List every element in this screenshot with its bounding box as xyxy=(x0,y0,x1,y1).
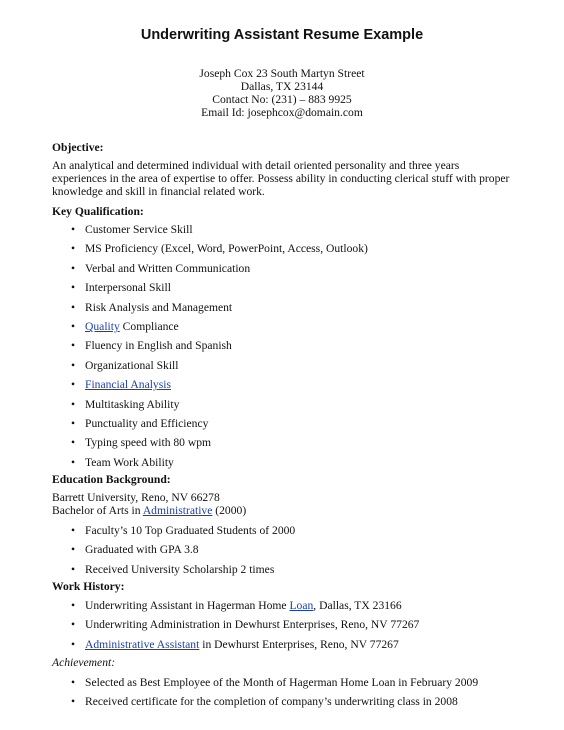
qualification-item-text: Punctuality and Efficiency xyxy=(85,417,209,430)
bullet-icon: • xyxy=(71,242,76,256)
qualification-item-link[interactable]: Financial Analysis xyxy=(85,378,171,392)
qualification-item-text: Team Work Ability xyxy=(85,455,174,469)
bullet-icon: • xyxy=(71,695,76,709)
education-heading: Education Background: xyxy=(52,473,171,486)
qualification-item xyxy=(71,339,232,352)
qualification-item-link[interactable]: Quality xyxy=(85,320,120,333)
work-history-item xyxy=(71,638,399,651)
qualification-item xyxy=(71,301,232,314)
qualification-item xyxy=(71,359,179,372)
education-degree xyxy=(52,504,246,517)
bullet-icon: • xyxy=(71,455,76,469)
work-history-item-text: Underwriting Assistant in Hagerman Home xyxy=(85,599,290,612)
education-item-text: Received University Scholarship 2 times xyxy=(85,562,275,576)
qualification-item xyxy=(71,398,179,411)
qualification-item-text: MS Proficiency (Excel, Word, PowerPoint, Access, Outlook) xyxy=(85,242,368,256)
contact-email: Email Id: josephcox@domain.com xyxy=(201,106,363,119)
qualification-item xyxy=(71,262,250,275)
achievement-item-text: Received certificate for the completion of company’s underwriting class in 2008 xyxy=(85,695,458,709)
qualification-item-text: Multitasking Ability xyxy=(85,397,180,411)
contact-phone: Contact No: (231) – 883 9925 xyxy=(212,93,352,106)
bullet-icon: • xyxy=(71,261,76,275)
degree-year: (2000) xyxy=(212,504,247,517)
education-item xyxy=(71,524,295,537)
qualification-item xyxy=(71,320,179,333)
achievement-heading: Achievement: xyxy=(52,656,116,669)
page-title: Underwriting Assistant Resume Example xyxy=(140,27,424,43)
qualification-item xyxy=(71,281,171,294)
qualification-item xyxy=(71,417,208,430)
bullet-icon: • xyxy=(71,562,76,576)
bullet-icon: • xyxy=(71,378,76,392)
work-history-item-link[interactable]: Loan xyxy=(289,599,314,612)
work-history-item-text: , Dallas, TX 23166 xyxy=(313,599,402,612)
bullet-icon: • xyxy=(71,417,76,430)
bullet-icon: • xyxy=(71,281,76,295)
achievement-item xyxy=(71,695,458,708)
qualification-item-text: Typing speed with 80 wpm xyxy=(85,436,212,450)
qualification-item xyxy=(71,223,193,236)
qualifications-heading: Key Qualification: xyxy=(52,205,144,218)
qualification-item-text: Verbal and Written Communication xyxy=(85,261,251,275)
qualification-item-text: Risk Analysis and Management xyxy=(85,300,233,314)
objective-heading: Objective: xyxy=(52,141,104,154)
qualification-item xyxy=(71,456,174,469)
bullet-icon: • xyxy=(71,543,76,557)
qualification-item xyxy=(71,242,368,255)
qualification-item-text: Customer Service Skill xyxy=(85,223,193,236)
bullet-icon: • xyxy=(71,637,76,651)
work-history-item-text: in Dewhurst Enterprises, Reno, NV 77267 xyxy=(199,637,399,651)
work-history-item-link[interactable]: Administrative Assistant xyxy=(85,637,200,651)
qualification-item-text: Fluency in English and Spanish xyxy=(85,339,232,353)
administrative-link[interactable]: Administrative xyxy=(142,504,213,517)
bullet-icon: • xyxy=(71,358,76,372)
objective-text: An analytical and determined individual with detail oriented personality and three years experiences in the area of expertise to offer. Possess ability in conducting clerical stuff with proper knowledge and skill in financial related work. xyxy=(52,159,510,198)
bullet-icon: • xyxy=(71,618,76,632)
qualification-item-text: Interpersonal Skill xyxy=(85,281,171,295)
bullet-icon: • xyxy=(71,300,76,314)
contact-city: Dallas, TX 23144 xyxy=(240,80,324,93)
bullet-icon: • xyxy=(71,676,76,689)
bullet-icon: • xyxy=(71,223,76,236)
contact-address: Joseph Cox 23 South Martyn Street xyxy=(199,67,365,80)
degree-text: Bachelor of Arts in xyxy=(52,504,143,517)
qualification-item xyxy=(71,378,171,391)
education-item-text: Graduated with GPA 3.8 xyxy=(85,543,199,557)
work-history-item xyxy=(71,599,402,612)
education-school: Barrett University, Reno, NV 66278 xyxy=(52,491,220,504)
work-history-item-text: Underwriting Administration in Dewhurst Enterprises, Reno, NV 77267 xyxy=(85,618,420,632)
education-item xyxy=(71,563,274,576)
bullet-icon: • xyxy=(71,320,76,333)
bullet-icon: • xyxy=(71,524,76,537)
bullet-icon: • xyxy=(71,599,76,612)
achievement-item-text: Selected as Best Employee of the Month of Hagerman Home Loan in February 2009 xyxy=(85,676,479,689)
qualification-item-text: Organizational Skill xyxy=(85,358,179,372)
achievement-item xyxy=(71,676,478,689)
qualification-item xyxy=(71,436,211,449)
education-item-text: Faculty’s 10 Top Graduated Students of 2000 xyxy=(85,524,296,537)
work-history-heading: Work History: xyxy=(52,580,125,593)
qualification-item-text: Compliance xyxy=(119,320,179,333)
bullet-icon: • xyxy=(71,339,76,353)
education-item xyxy=(71,543,199,556)
bullet-icon: • xyxy=(71,397,76,411)
work-history-item xyxy=(71,618,419,631)
bullet-icon: • xyxy=(71,436,76,450)
